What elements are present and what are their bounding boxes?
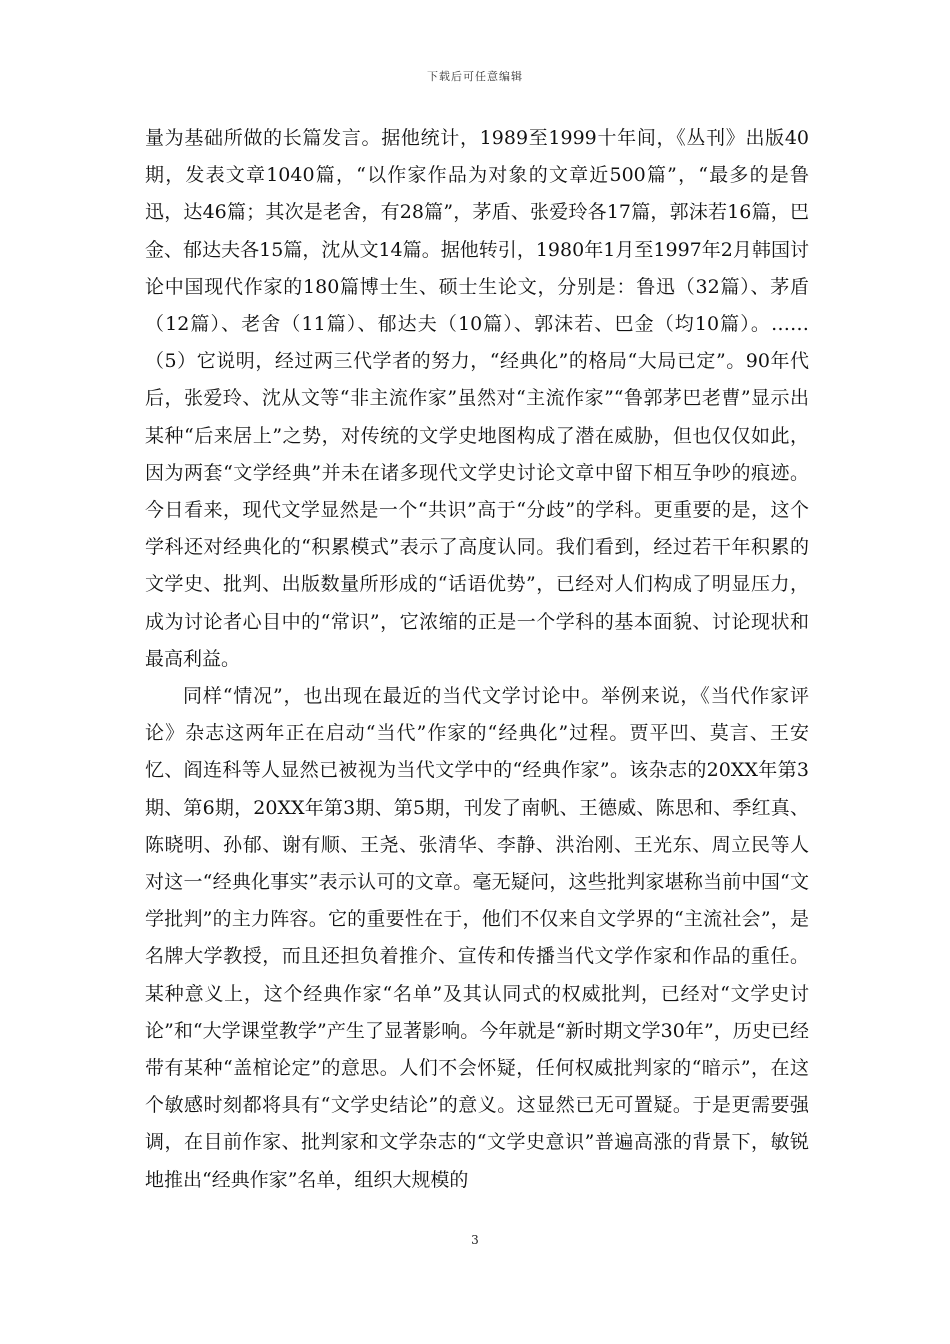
paragraph-1: 量为基础所做的长篇发言。据他统计，1989至1999十年间，《丛刊》出版40期，发表文章1040篇，“以作家作品为对象的文章近500篇”，“最多的是鲁迅，达46篇；其次是老舍，有28篇”，茅盾、张爱玲各17篇，郭沫若16篇，巴金、郁达夫各15篇，沈从文14篇。据他转引，1980年1月至1997年2月韩国讨论中国现代作家的180篇博士生、硕士生论文，分别是：鲁迅（32篇）、茅盾（12篇）、老舍（11篇）、郁达夫（10篇）、郭沫若、巴金（均10篇）。……（5）它说明，经过两三代学者的努力，“经典化”的格局“大局已定”。90年代后，张爱玲、沈从文等“非主流作家”虽然对“主流作家”“鲁郭茅巴老曹”显示出某种“后来居上”之势，对传统的文学史地图构成了潜在威胁，但也仅仅如此，因为两套“文学经典”并未在诸多现代文学史讨论文章中留下相互争吵的痕迹。今日看来，现代文学显然是一个“共识”高于“分歧”的学科。更重要的是，这个学科还对经典化的“积累模式”表示了高度认同。我们看到，经过若干年积累的文学史、批判、出版数量所形成的“话语优势”，已经对人们构成了明显压力，成为讨论者心目中的“常识”，它浓缩的正是一个学科的基本面貌、讨论现状和最高利益。 <box>145 127 809 670</box>
page-number: 3 <box>471 1233 479 1247</box>
page-header: 下载后可任意编辑 <box>427 70 523 83</box>
body-text <box>145 120 809 1199</box>
paragraph-2: 同样“情况”，也出现在最近的当代文学讨论中。举例来说，《当代作家评论》杂志这两年正在启动“当代”作家的“经典化”过程。贾平凹、莫言、王安忆、阎连科等人显然已被视为当代文学中的“经典作家”。该杂志的20XX年第3期、第6期，20XX年第3期、第5期，刊发了南帆、王德威、陈思和、季红真、陈晓明、孙郁、谢有顺、王尧、张清华、李静、洪治刚、王光东、周立民等人对这一“经典化事实”表示认可的文章。毫无疑问，这些批判家堪称当前中国“文学批判”的主力阵容。它的重要性在于，他们不仅来自文学界的“主流社会”，是名牌大学教授，而且还担负着推介、宣传和传播当代文学作家和作品的重任。某种意义上，这个经典作家“名单”及其认同式的权威批判，已经对“文学史讨论”和“大学课堂教学”产生了显著影响。今年就是“新时期文学30年”，历史已经带有某种“盖棺论定”的意思。人们不会怀疑，任何权威批判家的“暗示”，在这个敏感时刻都将具有“文学史结论”的意义。这显然已无可置疑。于是更需要强调，在目前作家、批判家和文学杂志的“文学史意识”普遍高涨的背景下，敏锐地推出“经典作家”名单，组织大规模的 <box>145 685 809 1191</box>
